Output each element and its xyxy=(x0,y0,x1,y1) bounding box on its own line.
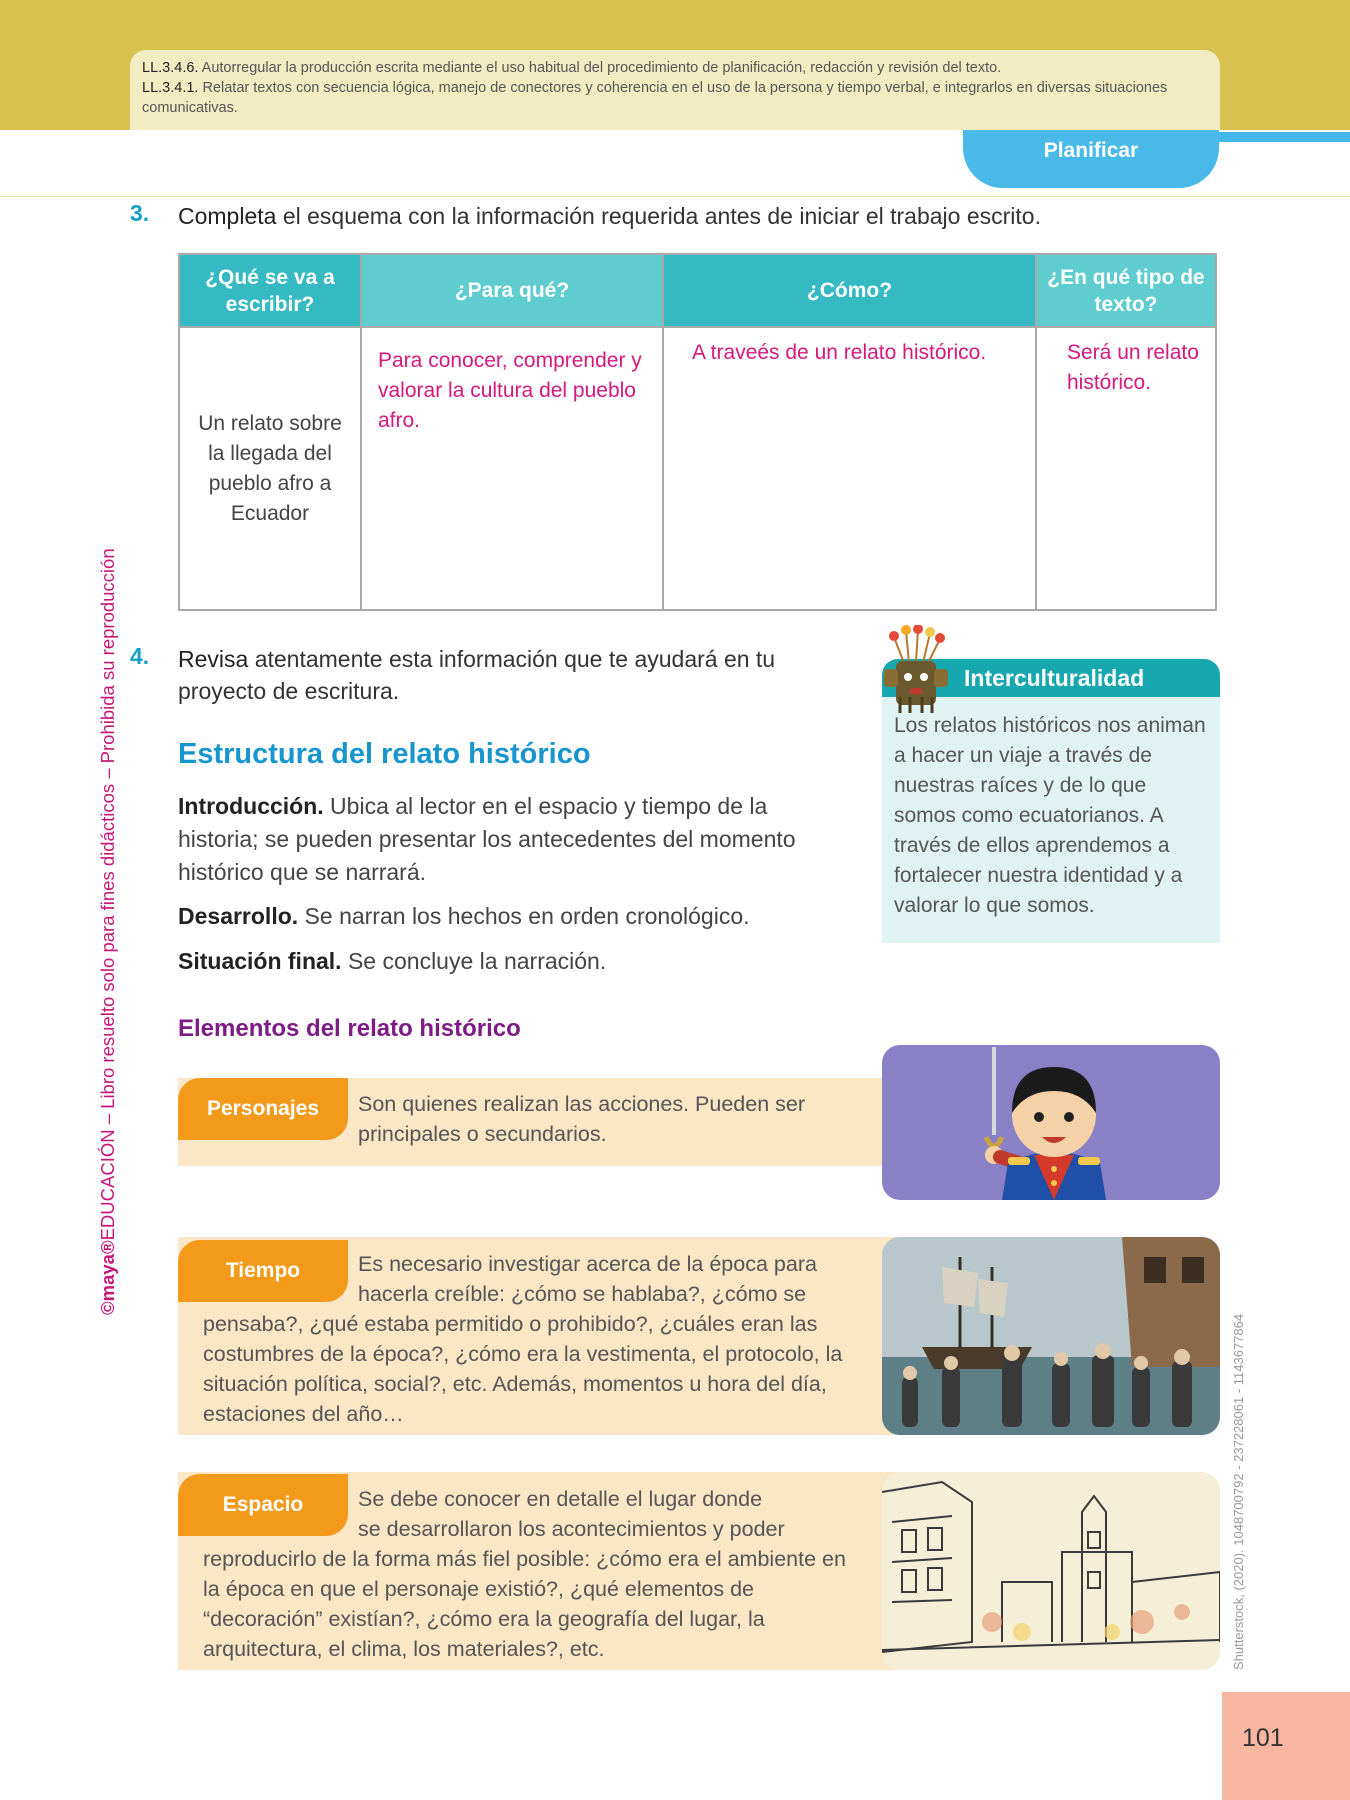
personajes-tag: Personajes xyxy=(178,1078,348,1140)
section-stripe xyxy=(1210,132,1350,142)
hero-character-icon xyxy=(882,1045,1220,1200)
header-what: ¿Qué se va a escribir? xyxy=(179,254,361,327)
header-text-type: ¿En qué tipo de texto? xyxy=(1036,254,1216,327)
term: Situación final. xyxy=(178,948,342,974)
term: Introducción. xyxy=(178,793,324,819)
task-4-instruction xyxy=(178,643,838,707)
tiempo-tag: Tiempo xyxy=(178,1240,348,1302)
structure-ending xyxy=(178,945,848,978)
skill-code: LL.3.4.6. xyxy=(142,60,199,76)
image-credit: Shutterstock, (2020). 1048700792 - 237228061 - 1143677864 xyxy=(1231,1313,1246,1670)
espacio-text-line2: se desarrollaron los acontecimientos y poder xyxy=(358,1517,785,1541)
page-number: 101 xyxy=(1222,1692,1350,1800)
definition: Se concluye la narración. xyxy=(341,948,607,974)
term: Desarrollo. xyxy=(178,903,299,929)
skill-2 xyxy=(142,78,1208,118)
header-why: ¿Para qué? xyxy=(361,254,663,327)
skill-code: LL.3.4.1. xyxy=(142,80,199,96)
cell-text-type[interactable]: Será un relato histórico. xyxy=(1036,327,1216,610)
ship-harbor-image-icon xyxy=(882,1237,1220,1435)
task-4-text: atentamente esta información que te ayudará en tu proyecto de escritura. xyxy=(178,646,776,704)
section-tab: Planificar xyxy=(963,130,1219,188)
task-4-number: 4. xyxy=(130,643,150,669)
cell-why[interactable]: Para conocer, comprender y valorar la cultura del pueblo afro. xyxy=(361,327,663,610)
definition: Se narran los hechos en orden cronológico. xyxy=(298,903,750,929)
task-3-verb: Completa xyxy=(178,203,277,229)
mask-icon xyxy=(876,625,956,715)
task-3-text: el esquema con la información requerida antes de iniciar el trabajo escrito. xyxy=(276,203,1041,229)
task-4-verb: Revisa xyxy=(178,646,249,672)
copyright-side-text xyxy=(97,548,119,1315)
interculturalidad-header: Interculturalidad xyxy=(882,659,1220,697)
copyright-text: EDUCACIÓN – Libro resuelto solo para fines didácticos – Prohibida su reproducción xyxy=(97,548,118,1241)
espacio-text-rest: reproducirlo de la forma más fiel posible: ¿cómo era el ambiente en la época en que el personaje existió?, ¿qué elementos de “decoración” existían?, ¿cómo era la geografía del lugar, la arquitectura, el clima, los materiales?, etc. xyxy=(203,1547,846,1661)
definition: Ubica al lector en el espacio y tiempo de la historia; se pueden presentar los antecedentes del momento histórico que se narrará. xyxy=(178,793,796,885)
ships-painting xyxy=(882,1237,1220,1435)
header-divider xyxy=(0,196,1350,197)
espacio-text-line1: Se debe conocer en detalle el lugar donde xyxy=(358,1487,763,1511)
espacio-tag: Espacio xyxy=(178,1474,348,1536)
tiempo-text-line1: Es necesario investigar acerca de la época para xyxy=(358,1252,817,1276)
structure-development xyxy=(178,900,848,933)
header-how: ¿Cómo? xyxy=(663,254,1036,327)
skill-text: Relatar textos con secuencia lógica, manejo de conectores y coherencia en el uso de la persona y tiempo verbal, e integrarlos en diversas situaciones comunicativas. xyxy=(142,80,1168,116)
structure-title: Estructura del relato histórico xyxy=(178,738,591,770)
personajes-text: Son quienes realizan las acciones. Pueden ser principales o secundarios. xyxy=(358,1092,806,1146)
interculturalidad-text: Los relatos históricos nos animan a hacer un viaje a través de nuestras raíces y de lo que somos como ecuatorianos. A través de ellos aprendemos a fortalecer nuestra identidad y a valorar lo que somos. xyxy=(882,697,1220,943)
skills-box xyxy=(130,50,1220,130)
cell-how[interactable]: A traveés de un relato histórico. xyxy=(663,327,1036,610)
planning-table xyxy=(178,253,1217,611)
tiempo-text-line2: hacerla creíble: ¿cómo se hablaba?, ¿cómo se xyxy=(358,1282,807,1306)
tiempo-text-rest: pensaba?, ¿qué estaba permitido o prohibido?, ¿cuáles eran las costumbres de la época?, ¿cómo era la vestimenta, el protocolo, la situación política, social?, etc. Además, momentos u hora del día, estaciones del año… xyxy=(203,1312,843,1426)
brand-mark: ©maya® xyxy=(97,1240,118,1315)
city-sketch xyxy=(882,1472,1220,1670)
task-3-number: 3. xyxy=(130,200,150,226)
skill-text: Autorregular la producción escrita mediante el uso habitual del procedimiento de planificación, redacción y revisión del texto. xyxy=(201,60,1002,76)
task-3-instruction xyxy=(178,200,1041,232)
hero-illustration xyxy=(882,1045,1220,1200)
elements-title: Elementos del relato histórico xyxy=(178,1015,521,1042)
skill-1 xyxy=(142,58,1208,78)
table-header-row xyxy=(179,254,1216,327)
colonial-street-image-icon xyxy=(882,1472,1220,1670)
cell-what[interactable]: Un relato sobre la llegada del pueblo afro a Ecuador xyxy=(179,327,361,610)
table-row xyxy=(179,327,1216,610)
structure-intro xyxy=(178,790,848,889)
